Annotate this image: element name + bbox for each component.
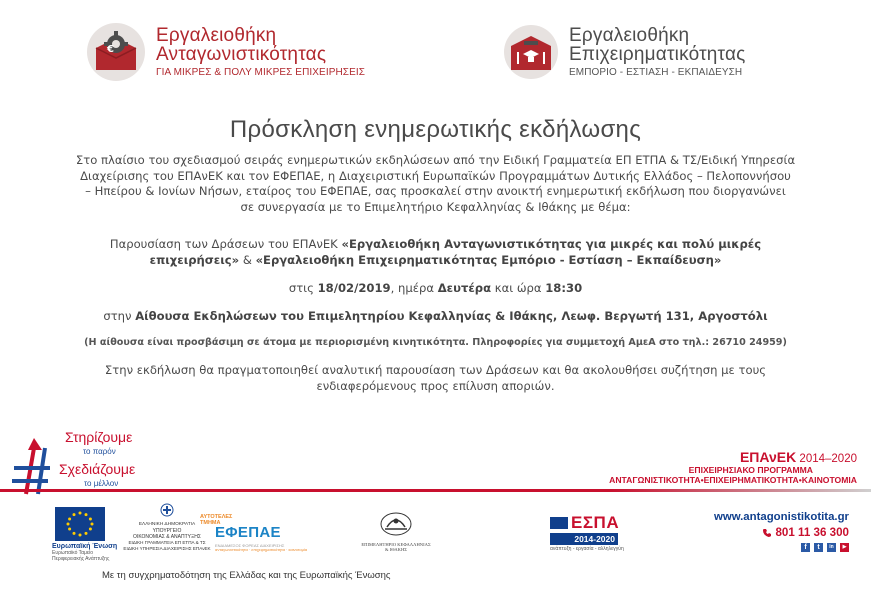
epanek-pillars: ΑΝΤΑΓΩΝΙΣΤΙΚΟΤΗΤΑ•ΕΠΙΧΕΙΡΗΜΑΤΙΚΟΤΗΤΑ•ΚΑΙΝΟΤΟΜΙΑ — [609, 475, 857, 485]
contact-block — [714, 511, 849, 552]
efepae-sub2: ανταγωνιστικότητα · επιχειρηματικότητα · καινοτομία — [215, 547, 308, 552]
intro-line: Στο πλαίσιο του σχεδιασμού σειράς ενημερωτικών εκδηλώσεων από την Ειδική Γραμματεία ΕΠ ΕΤΠΑ & ΤΣ/Ειδική Υπηρεσία — [75, 153, 796, 167]
ministry-line1: ΕΛΛΗΝΙΚΗ ΔΗΜΟΚΡΑΤΙΑ — [138, 522, 196, 527]
logo-right-line2: Επιχειρηματικότητας — [569, 44, 746, 66]
epanek-logo — [557, 449, 857, 485]
footer-divider — [0, 489, 871, 492]
facebook-icon[interactable]: f — [801, 543, 810, 552]
eu-flag-icon — [55, 507, 105, 541]
epanek-years: 2014–2020 — [796, 453, 857, 465]
closing-paragraph — [100, 362, 771, 394]
youtube-icon[interactable]: ▶ — [840, 543, 849, 552]
phone-number[interactable]: 801 11 36 300 — [775, 526, 849, 539]
event-schedule — [0, 281, 871, 295]
slogan-design-sub: το μέλλον — [84, 479, 119, 488]
venue-place: Αίθουσα Εκδηλώσεων του Επιμελητηρίου Κεφαλληνίας & Ιθάκης, Λεωφ. Βεργωτή 131, Αργοστόλι — [135, 309, 768, 323]
intro-line: – Ηπείρου & Ιονίων Νήσων, εταίρος του ΕΦΕΠΑΕ, σας προσκαλεί στην ανοικτή ενημερωτική εκδήλωση που διοργανώνει — [85, 184, 786, 199]
logo-left-line1: Εργαλειοθήκη — [156, 25, 277, 47]
ministry-line2: ΥΠΟΥΡΓΕΙΟ — [152, 528, 182, 534]
hashtag-arrow-icon — [12, 436, 52, 496]
event-venue — [0, 309, 871, 323]
ministry-line5: ΕΙΔΙΚΗ ΥΠΗΡΕΣΙΑ ΔΙΑΧΕΙΡΙΣΗΣ ΕΠΑνΕΚ — [123, 546, 211, 551]
toolkit1-title: «Εργαλειοθήκη Ανταγωνιστικότητας για μικρές και πολύ μικρές — [341, 237, 762, 251]
intro-line: σε συνεργασία με το Επιμελητήριο Κεφαλληνίας & Ιθάκης με θέμα: — [240, 199, 631, 214]
logo-left-line2: Ανταγωνιστικότητας — [156, 44, 327, 66]
presentation-line2 — [70, 252, 801, 268]
intro-paragraph — [24, 153, 847, 215]
slogan-support-sub: το παρόν — [83, 447, 116, 456]
presentation-paragraph — [70, 236, 801, 268]
phone-line — [714, 526, 849, 539]
greek-emblem-icon — [160, 503, 174, 517]
phone-icon — [762, 528, 772, 538]
slogan-design: Σχεδιάζουμε — [59, 461, 136, 477]
logo-right-line3: ΕΜΠΟΡΙΟ - ΕΣΤΙΑΣΗ - ΕΚΠΑΙΔΕΥΣΗ — [569, 66, 743, 78]
linkedin-icon[interactable]: in — [827, 543, 836, 552]
competitiveness-toolkit-logo — [86, 22, 365, 82]
eu-fund: Ευρωπαϊκό Ταμείο — [52, 550, 94, 556]
efepae-sub: ΕΝΔΙΑΜΕΣΟΣ ΦΟΡΕΑΣ ΔΙΑΧΕΙΡΙΣΗΣ — [215, 543, 285, 548]
social-links — [714, 543, 849, 552]
espa-logo — [550, 513, 624, 552]
event-time: 18:30 — [545, 281, 583, 295]
restaurant-education-icon — [503, 24, 559, 80]
toolkit2-title: «Εργαλειοθήκη Επιχειρηματικότητας Εμπόριο - Εστίαση – Εκπαίδευση» — [255, 253, 722, 267]
epanek-name-line — [557, 449, 857, 465]
accessibility-note: (Η αίθουσα είναι προσβάσιμη σε άτομα με περιορισμένη κινητικότητα. Πληροφορίες για συμμετοχή ΑμεΑ στο τηλ.: 26710 24959) — [84, 337, 787, 348]
espa-years: 2014-2020 — [550, 533, 618, 545]
efepae-name: ΕΦΕΠΑΕ — [215, 524, 281, 541]
logo-right-line1: Εργαλειοθήκη — [569, 25, 690, 47]
invitation-title: Πρόσκληση ενημερωτικής εκδήλωσης — [229, 116, 642, 143]
closing-line: Στην εκδήλωση θα πραγματοποιηθεί αναλυτική παρουσίαση των Δράσεων και θα ακολουθήσει συζήτηση με τους — [104, 363, 767, 377]
ministry-line4: ΕΙΔΙΚΗ ΓΡΑΜΜΑΤΕΙΑ ΕΠ ΕΤΠΑ & ΤΣ — [128, 540, 206, 545]
epanek-name: ΕΠΑνΕΚ — [739, 449, 797, 465]
event-date: 18/02/2019 — [317, 281, 391, 295]
eu-fund-sub: Περιφερειακής Ανάπτυξης — [52, 556, 110, 562]
svg-text:€: € — [107, 44, 114, 55]
espa-sub: ανάπτυξη - εργασία - αλληλεγγύη — [550, 546, 624, 552]
cofunding-statement: Με τη συγχρηματοδότηση της Ελλάδας και της Ευρωπαϊκής Ένωσης — [102, 570, 391, 581]
eu-caption: Ευρωπαϊκή Ένωση — [52, 543, 118, 550]
event-day: Δευτέρα — [437, 281, 492, 295]
presentation-line1 — [70, 236, 801, 252]
closing-line: ενδιαφερόμενους προς επίλυση αποριών. — [316, 379, 555, 393]
slogan-block — [12, 426, 162, 496]
toolbox-gear-euro-icon — [86, 22, 146, 82]
website-link[interactable]: www.antagonistikotita.gr — [713, 511, 849, 523]
entrepreneurship-toolkit-logo — [503, 24, 746, 80]
presentation-prefix: Παρουσίαση των Δράσεων του ΕΠΑνΕΚ — [109, 237, 342, 251]
epanek-program: ΕΠΙΧΕΙΡΗΣΙΑΚΟ ΠΡΟΓΡΑΜΜΑ — [688, 465, 813, 475]
chamber-emblem-icon — [379, 511, 413, 537]
schedule-on: στις — [288, 281, 318, 295]
ministry-line3: ΟΙΚΟΝΟΜΙΑΣ & ΑΝΑΠΤΥΞΗΣ — [133, 534, 201, 540]
logo-left-line3: ΓΙΑ ΜΙΚΡΕΣ & ΠΟΛΥ ΜΙΚΡΕΣ ΕΠΙΧΕΙΡΗΣΕΙΣ — [156, 66, 366, 78]
espa-word: ΕΣΠΑ — [571, 513, 620, 532]
twitter-icon[interactable]: t — [814, 543, 823, 552]
chamber-line1: ΕΠΙΜΕΛΗΤΗΡΙΟ ΚΕΦΑΛΛΗΝΙΑΣ — [361, 542, 431, 547]
efepae-side: ΑΥΤΟΤΕΛΕΣ ΤΜΗΜΑ — [200, 514, 233, 526]
intro-line: Διαχείρισης του ΕΠΑνΕΚ και τον ΕΦΕΠΑΕ, η Διαχειριστική Ευρωπαϊκών Προγραμμάτων Δυτικής Ελλάδος – Πελοποννήσου — [80, 168, 791, 183]
presentation-connector: & — [239, 253, 256, 267]
chamber-line2: & ΙΘΑΚΗΣ — [385, 547, 407, 552]
venue-prefix: στην — [103, 309, 136, 323]
eu-stars-icon — [55, 507, 105, 541]
toolkit1-title-end: επιχειρήσεις» — [149, 253, 240, 267]
schedule-day-label: , ημέρα — [390, 281, 438, 295]
espa-eu-flag-icon — [550, 517, 568, 529]
eu-logo — [52, 507, 118, 562]
chamber-logo — [360, 511, 432, 552]
schedule-time-label: και ώρα — [491, 281, 546, 295]
slogan-support: Στηρίζουμε — [65, 429, 133, 445]
